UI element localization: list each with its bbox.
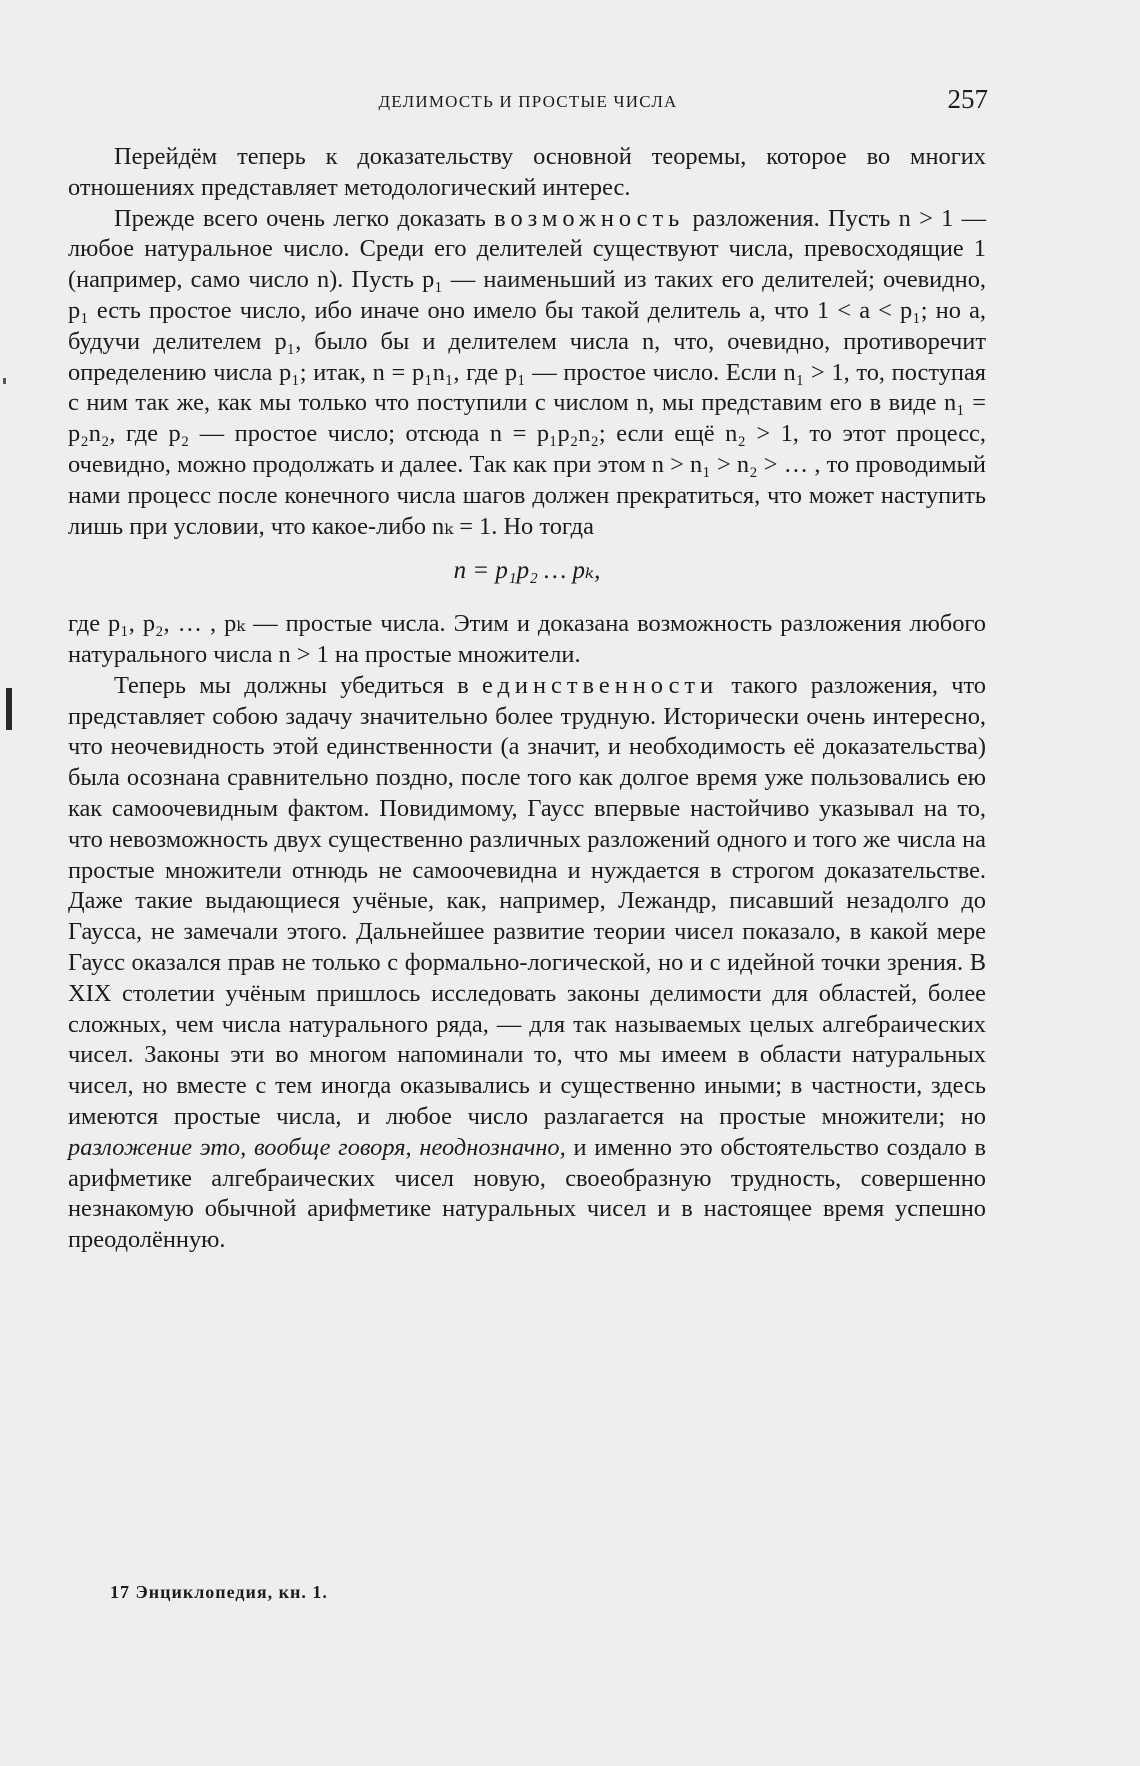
paragraph-text: Прежде всего очень легко доказать	[114, 204, 495, 232]
signature-footer: 17 Энциклопедия, кн. 1.	[110, 1582, 328, 1602]
scan-edge-mark	[6, 688, 12, 730]
page-number: 257	[947, 84, 988, 114]
paragraph-text: и именно это обстоятельство создало в арифметике алгебраических чисел новую, своеобразную трудность, совершенно незнакомую обычной арифметике натуральных чисел и в настоящее время успешно преодолённую.	[68, 1133, 986, 1254]
page-body	[68, 142, 986, 1256]
emphasis-spaced: возможность	[494, 204, 685, 232]
formula-factorization: n = p₁p₂ … pₖ,	[453, 557, 601, 585]
page-header	[68, 84, 988, 124]
scan-edge-mark	[3, 378, 6, 384]
paragraph-existence	[68, 204, 986, 543]
emphasis-italic: разложение это, вообще говоря, неоднозначно,	[68, 1133, 566, 1161]
emphasis-spaced: единственности	[481, 671, 719, 699]
paragraph-intro: Перейдём теперь к доказательству основной теоремы, которое во многих отношениях представляет методологический интерес.	[68, 143, 986, 201]
running-head: ДЕЛИМОСТЬ И ПРОСТЫЕ ЧИСЛА	[378, 92, 678, 111]
paragraph-text: Теперь мы должны убедиться в	[114, 671, 482, 699]
paragraph-conclusion: где p₁, p₂, … , pₖ — простые числа. Этим и доказана возможность разложения любого натурального числа n > 1 на простые множители.	[68, 610, 986, 668]
paragraph-uniqueness	[68, 671, 986, 1256]
paragraph-text: разложения. Пусть n > 1 — любое натуральное число. Среди его делителей существуют числа, превосходящие 1 (например, само число n). Пусть p₁ — наименьший из таких его делителей; очевидно, p₁ есть простое число, ибо иначе оно имело бы такой делитель a, что 1 < a < p₁; но a, будучи делителем p₁, было бы и делителем числа n, что, очевидно, противоречит определению числа p₁; итак, n = p₁n₁, где p₁ — простое число. Если n₁ > 1, то, поступая с ним так же, как мы только что поступили с числом n, мы представим его в виде n₁ = p₂n₂, где p₂ — простое число; отсюда n = p₁p₂n₂; если ещё n₂ > 1, то этот процесс, очевидно, можно продолжать и далее. Так как при этом n > n₁ > n₂ > … , то проводимый нами процесс после конечного числа шагов должен прекратиться, что может наступить лишь при условии, что какое-либо nₖ = 1. Но тогда	[68, 204, 987, 540]
paragraph-text: такого разложения, что представляет собою задачу значительно более трудную. Исторически очень интересно, что неочевидность этой единственности (а значит, и необходимость её доказательства) была осознана сравнительно поздно, после того как долгое время уже пользовались ею как самоочевидным фактом. Повидимому, Гаусс впервые настойчиво указывал на то, что невозможность двух существенно различных разложений одного и того же числа на простые множители отнюдь не самоочевидна и нуждается в строгом доказательстве. Даже такие выдающиеся учёные, как, например, Лежандр, писавший незадолго до Гаусса, не замечали этого. Дальнейшее развитие теории чисел показало, в какой мере Гаусс оказался прав не только с формально-логической, но и с идейной точки зрения. В XIX столетии учёным пришлось исследовать законы делимости для областей, более сложных, чем числа натурального ряда, — для так называемых целых алгебраических чисел. Законы эти во многом напоминали то, что мы имеем в области натуральных чисел, но вместе с тем иногда оказывались и существенно иными; в частности, здесь имеются простые числа, и любое число разлагается на простые множители; но	[68, 671, 986, 1130]
